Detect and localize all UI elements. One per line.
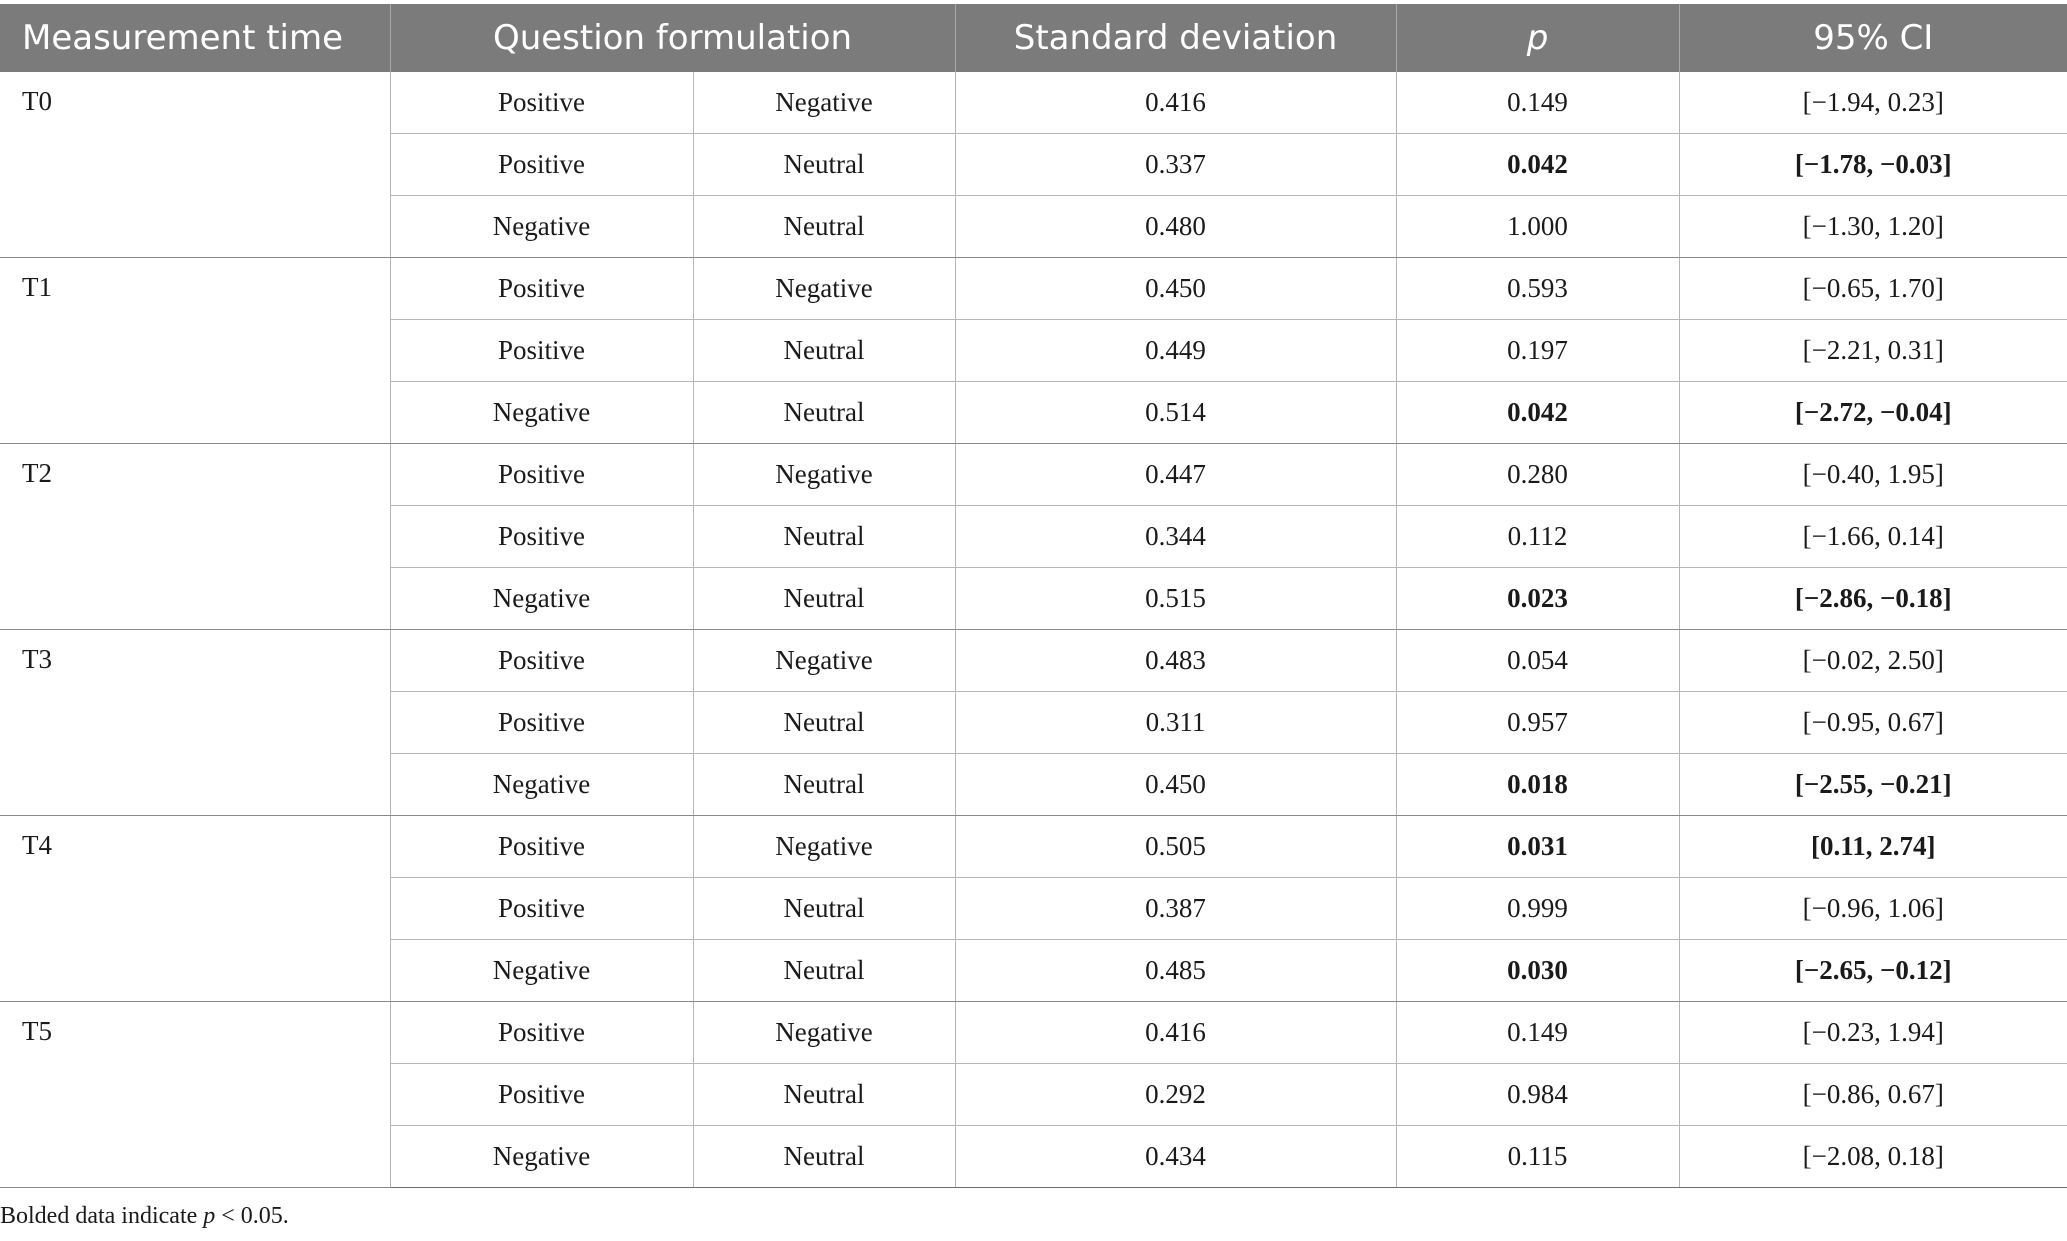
cell-measurement-time: T0 <box>0 72 390 258</box>
cell-ci: [−2.55, −0.21] <box>1679 754 2067 816</box>
cell-standard-deviation: 0.434 <box>955 1126 1396 1188</box>
cell-formulation-a: Positive <box>390 692 693 754</box>
cell-ci: [−0.40, 1.95] <box>1679 444 2067 506</box>
results-table <box>0 4 2067 1188</box>
cell-standard-deviation: 0.337 <box>955 134 1396 196</box>
cell-standard-deviation: 0.292 <box>955 1064 1396 1126</box>
table-row <box>0 816 2067 878</box>
cell-formulation-a: Positive <box>390 1002 693 1064</box>
cell-ci: [−0.65, 1.70] <box>1679 258 2067 320</box>
cell-formulation-b: Neutral <box>693 692 955 754</box>
cell-ci: [−1.94, 0.23] <box>1679 72 2067 134</box>
footnote-prefix: Bolded data indicate <box>0 1203 204 1229</box>
table-row <box>0 1002 2067 1064</box>
cell-formulation-b: Neutral <box>693 134 955 196</box>
cell-ci: [−0.23, 1.94] <box>1679 1002 2067 1064</box>
cell-formulation-a: Negative <box>390 196 693 258</box>
cell-p-value: 0.149 <box>1396 1002 1679 1064</box>
cell-formulation-b: Negative <box>693 444 955 506</box>
cell-formulation-b: Negative <box>693 816 955 878</box>
cell-ci: [−1.30, 1.20] <box>1679 196 2067 258</box>
cell-p-value: 1.000 <box>1396 196 1679 258</box>
cell-formulation-b: Negative <box>693 258 955 320</box>
table-container <box>0 4 2067 1188</box>
footnote <box>0 1203 289 1230</box>
cell-ci: [−0.96, 1.06] <box>1679 878 2067 940</box>
cell-formulation-b: Neutral <box>693 1064 955 1126</box>
footnote-italic: p <box>203 1203 216 1229</box>
cell-formulation-a: Positive <box>390 878 693 940</box>
header-ci: 95% CI <box>1679 4 2067 72</box>
cell-standard-deviation: 0.447 <box>955 444 1396 506</box>
cell-ci: [−2.08, 0.18] <box>1679 1126 2067 1188</box>
cell-formulation-a: Positive <box>390 816 693 878</box>
cell-ci: [−2.72, −0.04] <box>1679 382 2067 444</box>
header-row <box>0 4 2067 72</box>
header-p: p <box>1396 4 1679 72</box>
cell-formulation-a: Positive <box>390 134 693 196</box>
cell-ci: [−0.86, 0.67] <box>1679 1064 2067 1126</box>
cell-standard-deviation: 0.514 <box>955 382 1396 444</box>
cell-formulation-a: Positive <box>390 444 693 506</box>
cell-ci: [0.11, 2.74] <box>1679 816 2067 878</box>
cell-p-value: 0.999 <box>1396 878 1679 940</box>
cell-standard-deviation: 0.450 <box>955 258 1396 320</box>
header-standard-deviation: Standard deviation <box>955 4 1396 72</box>
cell-p-value: 0.042 <box>1396 382 1679 444</box>
cell-formulation-b: Negative <box>693 630 955 692</box>
cell-ci: [−2.21, 0.31] <box>1679 320 2067 382</box>
table-row <box>0 444 2067 506</box>
footnote-suffix: < 0.05. <box>215 1203 289 1229</box>
cell-formulation-a: Positive <box>390 630 693 692</box>
cell-formulation-a: Positive <box>390 72 693 134</box>
cell-ci: [−2.65, −0.12] <box>1679 940 2067 1002</box>
cell-p-value: 0.054 <box>1396 630 1679 692</box>
cell-formulation-b: Neutral <box>693 940 955 1002</box>
cell-formulation-a: Positive <box>390 1064 693 1126</box>
cell-standard-deviation: 0.485 <box>955 940 1396 1002</box>
cell-formulation-b: Neutral <box>693 506 955 568</box>
table-row <box>0 630 2067 692</box>
cell-formulation-a: Negative <box>390 568 693 630</box>
cell-formulation-b: Neutral <box>693 320 955 382</box>
cell-standard-deviation: 0.416 <box>955 1002 1396 1064</box>
cell-formulation-b: Negative <box>693 1002 955 1064</box>
cell-p-value: 0.042 <box>1396 134 1679 196</box>
cell-standard-deviation: 0.344 <box>955 506 1396 568</box>
cell-standard-deviation: 0.515 <box>955 568 1396 630</box>
cell-p-value: 0.149 <box>1396 72 1679 134</box>
cell-formulation-b: Negative <box>693 72 955 134</box>
cell-ci: [−0.02, 2.50] <box>1679 630 2067 692</box>
cell-standard-deviation: 0.387 <box>955 878 1396 940</box>
cell-standard-deviation: 0.416 <box>955 72 1396 134</box>
table-body <box>0 72 2067 1188</box>
cell-ci: [−1.66, 0.14] <box>1679 506 2067 568</box>
cell-standard-deviation: 0.483 <box>955 630 1396 692</box>
cell-formulation-b: Neutral <box>693 878 955 940</box>
cell-ci: [−1.78, −0.03] <box>1679 134 2067 196</box>
cell-formulation-a: Negative <box>390 754 693 816</box>
cell-standard-deviation: 0.450 <box>955 754 1396 816</box>
header-measurement-time: Measurement time <box>0 4 390 72</box>
cell-formulation-a: Positive <box>390 258 693 320</box>
cell-p-value: 0.280 <box>1396 444 1679 506</box>
cell-formulation-b: Neutral <box>693 382 955 444</box>
cell-p-value: 0.023 <box>1396 568 1679 630</box>
cell-formulation-b: Neutral <box>693 754 955 816</box>
cell-p-value: 0.957 <box>1396 692 1679 754</box>
cell-p-value: 0.018 <box>1396 754 1679 816</box>
cell-p-value: 0.197 <box>1396 320 1679 382</box>
cell-p-value: 0.030 <box>1396 940 1679 1002</box>
cell-formulation-a: Negative <box>390 940 693 1002</box>
cell-measurement-time: T3 <box>0 630 390 816</box>
cell-p-value: 0.593 <box>1396 258 1679 320</box>
cell-formulation-a: Negative <box>390 1126 693 1188</box>
table-row <box>0 72 2067 134</box>
cell-formulation-a: Negative <box>390 382 693 444</box>
cell-p-value: 0.115 <box>1396 1126 1679 1188</box>
cell-formulation-b: Neutral <box>693 1126 955 1188</box>
cell-formulation-a: Positive <box>390 506 693 568</box>
cell-standard-deviation: 0.311 <box>955 692 1396 754</box>
cell-standard-deviation: 0.480 <box>955 196 1396 258</box>
cell-p-value: 0.984 <box>1396 1064 1679 1126</box>
cell-standard-deviation: 0.449 <box>955 320 1396 382</box>
cell-formulation-b: Neutral <box>693 568 955 630</box>
cell-measurement-time: T4 <box>0 816 390 1002</box>
cell-p-value: 0.031 <box>1396 816 1679 878</box>
cell-measurement-time: T2 <box>0 444 390 630</box>
cell-measurement-time: T1 <box>0 258 390 444</box>
header-question-formulation: Question formulation <box>390 4 955 72</box>
cell-formulation-b: Neutral <box>693 196 955 258</box>
cell-standard-deviation: 0.505 <box>955 816 1396 878</box>
cell-measurement-time: T5 <box>0 1002 390 1188</box>
table-row <box>0 258 2067 320</box>
cell-ci: [−0.95, 0.67] <box>1679 692 2067 754</box>
cell-ci: [−2.86, −0.18] <box>1679 568 2067 630</box>
cell-formulation-a: Positive <box>390 320 693 382</box>
cell-p-value: 0.112 <box>1396 506 1679 568</box>
